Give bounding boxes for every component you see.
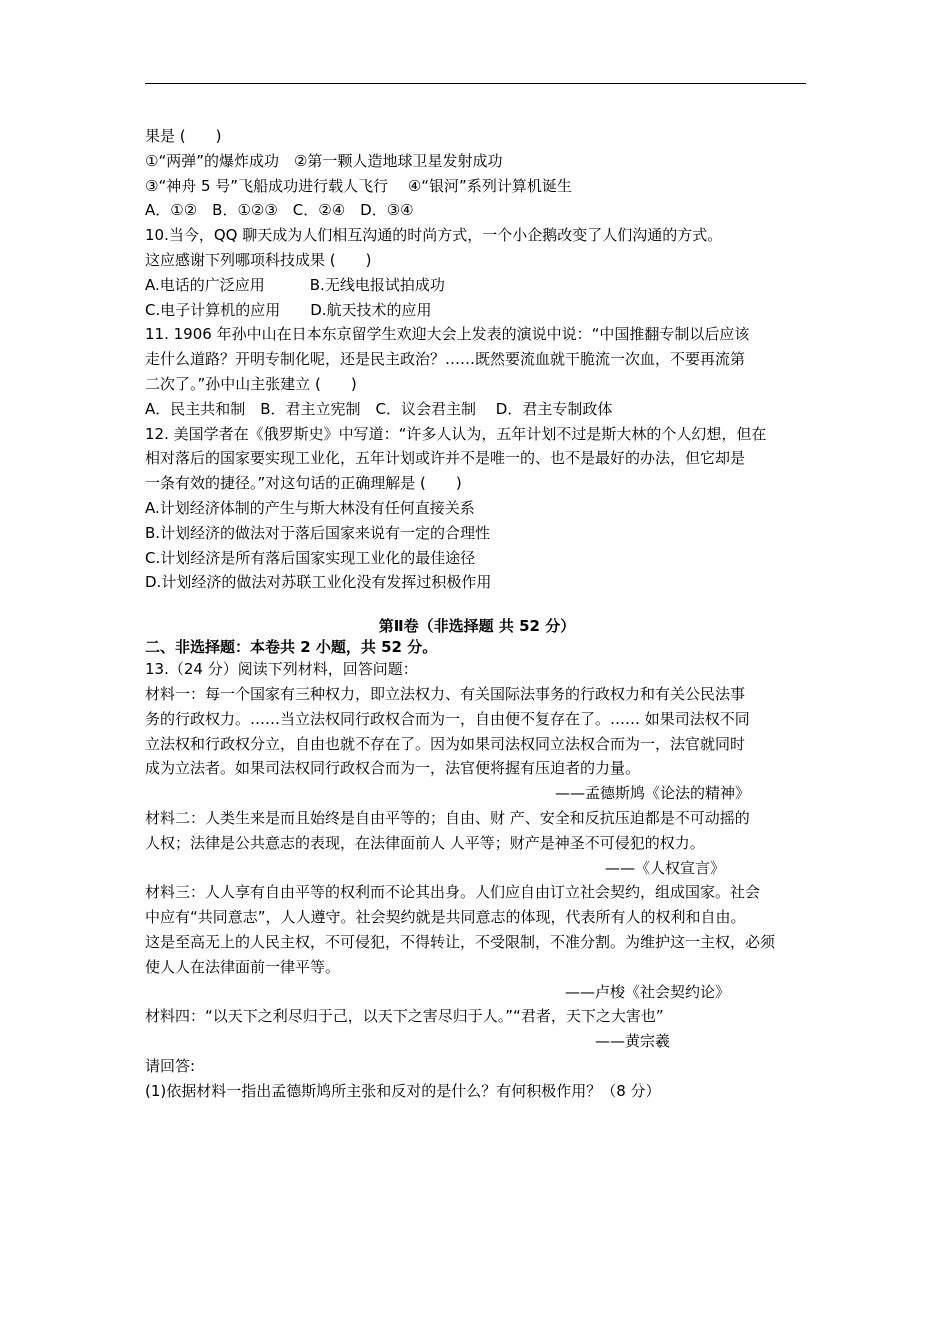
header-rule bbox=[145, 83, 806, 84]
q9-choices: A．①② B．①②③ C．②④ D．③④ bbox=[145, 201, 414, 220]
q9-options-2: ③“神舟 5 号”飞船成功进行载人飞行 ④“银河”系列计算机诞生 bbox=[145, 176, 572, 195]
question-13: 13.（24 分）阅读下列材料，回答问题： bbox=[145, 660, 418, 679]
question-12: 12. 美国学者在《俄罗斯史》中写道：“许多人认为，五年计划不过是斯大林的个人幻想，但在 bbox=[145, 424, 767, 443]
section-title: 第Ⅱ卷（非选择题 共 52 分） bbox=[378, 617, 576, 636]
material-3-line-4: 使人人在法律面前一律平等。 bbox=[145, 957, 341, 976]
q11-choices: A．民主共和制 B．君主立宪制 C．议会君主制 D．君主专制政体 bbox=[145, 399, 613, 418]
material-1-line-2: 务的行政权力。……当立法权同行政权合而为一，自由便不复存在了。…… 如果司法权不同 bbox=[145, 709, 750, 728]
material-4-source: ——黄宗羲 bbox=[595, 1032, 671, 1051]
question-13-part-1: (1)依据材料一指出孟德斯鸠所主张和反对的是什么？有何积极作用？（8 分） bbox=[145, 1081, 661, 1100]
q12-choice-b: B.计划经济的做法对于落后国家来说有一定的合理性 bbox=[145, 523, 491, 542]
material-3-line-2: 中应有“共同意志”，人人遵守。社会契约就是共同意志的体现，代表所有人的权利和自由。 bbox=[145, 908, 746, 927]
material-2-line-2: 人权；法律是公共意志的表现，在法律面前人 人平等；财产是神圣不可侵犯的权力。 bbox=[145, 833, 705, 852]
material-1-line-3: 立法权和行政权分立，自由也就不存在了。因为如果司法权同立法权合而为一，法官就同时 bbox=[145, 734, 746, 753]
document-body bbox=[145, 124, 809, 1103]
question-10-cont: 这应感谢下列哪项科技成果 ( ) bbox=[145, 250, 372, 269]
material-3-source: ——卢梭《社会契约论》 bbox=[565, 982, 731, 1001]
question-12-cont-1: 相对落后的国家要实现工业化，五年计划或许并不是唯一的、也不是最好的办法，但它却是 bbox=[145, 449, 746, 468]
material-4-line-1: 材料四：“以天下之利尽归于己，以天下之害尽归于人。”“君者，天下之大害也” bbox=[145, 1007, 664, 1026]
q9-options-1: ①“两弹”的爆炸成功 ②第一颗人造地球卫星发射成功 bbox=[145, 151, 503, 170]
question-11-cont-1: 走什么道路？开明专制化呢，还是民主政治？……既然要流血就干脆流一次血，不要再流第 bbox=[145, 350, 746, 369]
answer-prompt: 请回答: bbox=[145, 1056, 196, 1075]
q10-choices-ab: A.电话的广泛应用 B.无线电报试拍成功 bbox=[145, 275, 445, 294]
section-subtitle: 二、非选择题：本卷共 2 小题，共 52 分。 bbox=[145, 638, 438, 657]
material-2-line-1: 材料二：人类生来是而且始终是自由平等的；自由、财 产、安全和反抗压迫都是不可动摇的 bbox=[145, 808, 750, 827]
material-1-line-1: 材料一：每一个国家有三种权力，即立法权力、有关国际法事务的行政权力和有关公民法事 bbox=[145, 684, 746, 703]
q12-choice-d: D.计划经济的做法对苏联工业化没有发挥过积极作用 bbox=[145, 573, 492, 592]
q12-choice-c: C.计划经济是所有落后国家实现工业化的最佳途径 bbox=[145, 548, 476, 567]
material-1-line-4: 成为立法者。如果司法权同行政权合而为一，法官便将握有压迫者的力量。 bbox=[145, 759, 641, 778]
material-3-line-3: 这是至高无上的人民主权，不可侵犯，不得转让，不受限制，不准分割。为维护这一主权，必须 bbox=[145, 932, 776, 951]
question-11-cont-2: 二次了。”孙中山主张建立 ( ) bbox=[145, 374, 357, 393]
material-3-line-1: 材料三：人人享有自由平等的权利而不论其出身。人们应自由订立社会契约，组成国家。社会 bbox=[145, 883, 761, 902]
question-12-cont-2: 一条有效的捷径。”对这句话的正确理解是 ( ) bbox=[145, 474, 462, 493]
question-10: 10.当今，QQ 聊天成为人们相互沟通的时尚方式，一个小企鹅改变了人们沟通的方式。 bbox=[145, 226, 723, 245]
q10-choices-cd: C.电子计算机的应用 D.航天技术的应用 bbox=[145, 300, 432, 319]
section-gap bbox=[145, 595, 809, 615]
material-1-source: ——孟德斯鸠《论法的精神》 bbox=[555, 784, 751, 803]
question-9-tail: 果是 ( ) bbox=[145, 127, 222, 145]
question-11: 11. 1906 年孙中山在日本东京留学生欢迎大会上发表的演说中说：“中国推翻专制以后应该 bbox=[145, 325, 750, 344]
q12-choice-a: A.计划经济体制的产生与斯大林没有任何直接关系 bbox=[145, 498, 475, 517]
material-2-source: ——《人权宣言》 bbox=[605, 858, 726, 877]
